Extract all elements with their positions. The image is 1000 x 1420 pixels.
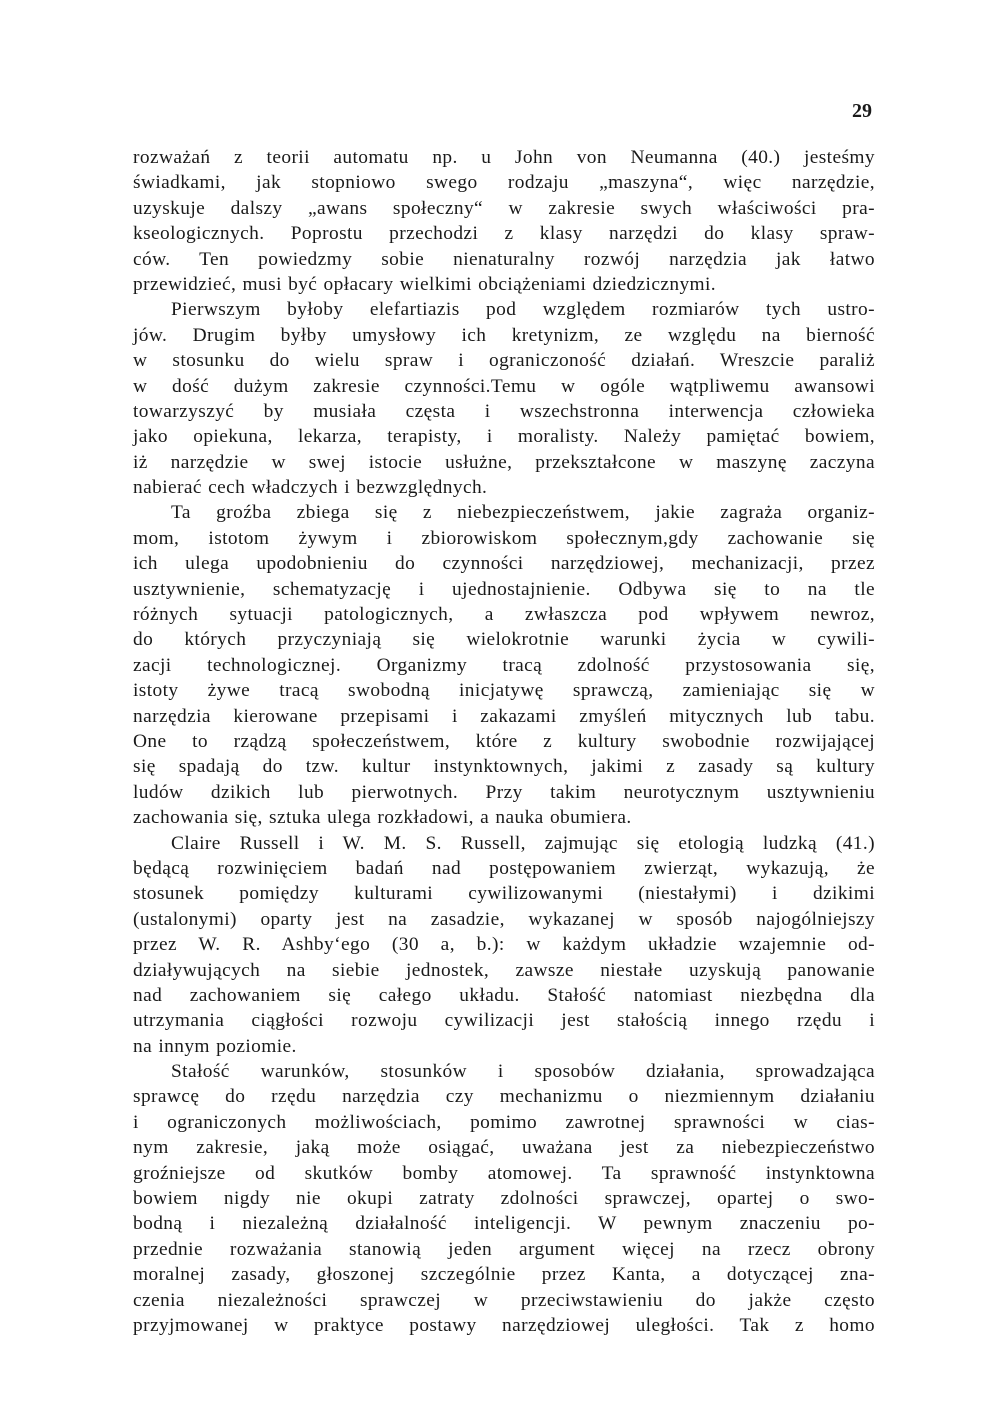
text-line: sprawcę do rzędu narzędzia czy mechanizmu o niezmiennym działaniu [133, 1086, 875, 1108]
paragraph-4 [133, 831, 875, 1060]
text-line: do których przyczyniają się wielokrotnie warunki życia w cywili- [133, 629, 875, 651]
text-line: na innym poziomie. [133, 1035, 297, 1057]
text-line: będącą rozwinięciem badań nad postępowaniem zwierząt, wykazują, że [133, 857, 875, 879]
text-line: (ustalonymi) oparty jest na zasadzie, wykazanej w sposób najogólniejszy [133, 908, 875, 930]
text-line: iż narzędzie w swej istocie usłużne, przekształcone w maszynę zaczyna [133, 451, 875, 473]
text-line: nad zachowaniem się całego układu. Stałość natomiast niezbędna dla [133, 984, 875, 1006]
page-number: 29 [852, 100, 872, 122]
text-line: przewidzieć, musi być opłacary wielkimi obciążeniami dziedzicznymi. [133, 273, 717, 295]
text-line: zachowania się, sztuka ulega rozkładowi, a nauka obumiera. [133, 807, 632, 829]
text-line: jów. Drugim byłby umysłowy ich kretynizm, ze względu na bierność [133, 324, 875, 346]
text-line: przez W. R. Ashby‘ego (30 a, b.): w każdym układzie wzajemnie od- [133, 934, 875, 956]
text-line: uzyskuje dalszy „awans społeczny“ w zakresie swych właściwości pra- [133, 197, 875, 219]
text-line: rozważań z teorii automatu np. u John von Neumanna (40.) jesteśmy [133, 147, 875, 168]
text-line: towarzyszyć by musiała częsta i wszechstronna interwencja człowieka [133, 400, 875, 422]
text-line: w dość dużym zakresie czynności.Temu w ogóle wątpliwemu awansowi [133, 375, 875, 397]
text-line: stosunek pomiędzy kulturami cywilizowanymi (niestałymi) i dzikimi [133, 883, 875, 905]
text-line: nabierać cech władczych i bezwzględnych. [133, 477, 488, 499]
text-line: przednie rozważania stanowią jeden argument więcej na rzecz obrony [133, 1238, 875, 1260]
text-line: istoty żywe tracą swobodną inicjatywę sprawczą, zamieniając się w [133, 680, 875, 702]
paragraph-3 [133, 500, 875, 830]
text-line: bodną i niezależną działalność inteligencji. W pewnym znaczeniu po- [133, 1213, 875, 1235]
text-line: Stałość warunków, stosunków i sposobów działania, sprowadzająca [171, 1061, 875, 1083]
paragraph-2 [133, 297, 875, 500]
text-line: w stosunku do wielu spraw i ograniczoność działań. Wreszcie paraliż [133, 350, 875, 372]
text-line: One to rządzą społeczeństwem, które z kultury swobodnie rozwijającej [133, 730, 875, 752]
text-line: kseologicznych. Poprostu przechodzi z klasy narzędzi do klasy spraw- [133, 223, 875, 245]
paragraph-1 [133, 145, 875, 297]
page-body [133, 145, 875, 1338]
text-line: różnych sytuacji patologicznych, a zwłaszcza pod wpływem newroz, [133, 604, 875, 626]
text-line: się spadają do tzw. kultur instynktownych, jakimi z zasady są kultury [133, 756, 875, 778]
text-line: świadkami, jak stopniowo swego rodzaju „maszyna“, więc narzędzie, [133, 172, 875, 194]
text-line: moralnej zasady, głoszonej szczególnie przez Kanta, a dotyczącej zna- [133, 1264, 875, 1286]
text-line: ludów dzikich lub pierwotnych. Przy takim neurotycznym usztywnieniu [133, 781, 875, 803]
text-line: czenia niezależności sprawczej w przeciwstawieniu do jakże często [133, 1289, 875, 1311]
text-line: zacji technologicznej. Organizmy tracą zdolność przystosowania się, [133, 654, 875, 676]
text-line: przyjmowanej w praktyce postawy narzędziowej uległości. Tak z homo [133, 1314, 875, 1336]
text-line: działywujących na siebie jednostek, zawsze niestałe uzyskują panowanie [133, 959, 875, 981]
text-line: nym zakresie, jaką może osiągać, uważana jest za niebezpieczeństwo [133, 1137, 875, 1159]
text-line: Ta groźba zbiega się z niebezpieczeństwem, jakie zagraża organiz- [171, 502, 875, 524]
text-line: Pierwszym byłoby elefartiazis pod względem rozmiarów tych ustro- [171, 299, 875, 321]
text-line: usztywnienie, schematyzację i ujednostajnienie. Odbywa się to na tle [133, 578, 875, 600]
text-line: Claire Russell i W. M. S. Russell, zajmując się etologią ludzką (41.) [171, 832, 875, 854]
text-line: jako opiekuna, lekarza, terapisty, i moralisty. Należy pamiętać bowiem, [133, 426, 875, 448]
text-line: bowiem nigdy nie okupi zatraty zdolności sprawczej, opartej o swo- [133, 1188, 875, 1210]
text-line: i ograniczonych możliwościach, pomimo zawrotnej sprawności w cias- [133, 1111, 875, 1133]
paragraph-5 [133, 1059, 875, 1338]
text-line: ców. Ten powiedzmy sobie nienaturalny rozwój narzędzia jak łatwo [133, 248, 875, 270]
text-line: mom, istotom żywym i zbiorowiskom społecznym,gdy zachowanie się [133, 527, 875, 549]
text-line: ich ulega upodobnieniu do czynności narzędziowej, mechanizacji, przez [133, 553, 875, 575]
text-line: groźniejsze od skutków bomby atomowej. Ta sprawność instynktowna [133, 1162, 875, 1184]
text-line: utrzymania ciągłości rozwoju cywilizacji jest stałością innego rzędu i [133, 1010, 875, 1032]
text-line: narzędzia kierowane przepisami i zakazami zmyśleń mitycznych lub tabu. [133, 705, 875, 727]
